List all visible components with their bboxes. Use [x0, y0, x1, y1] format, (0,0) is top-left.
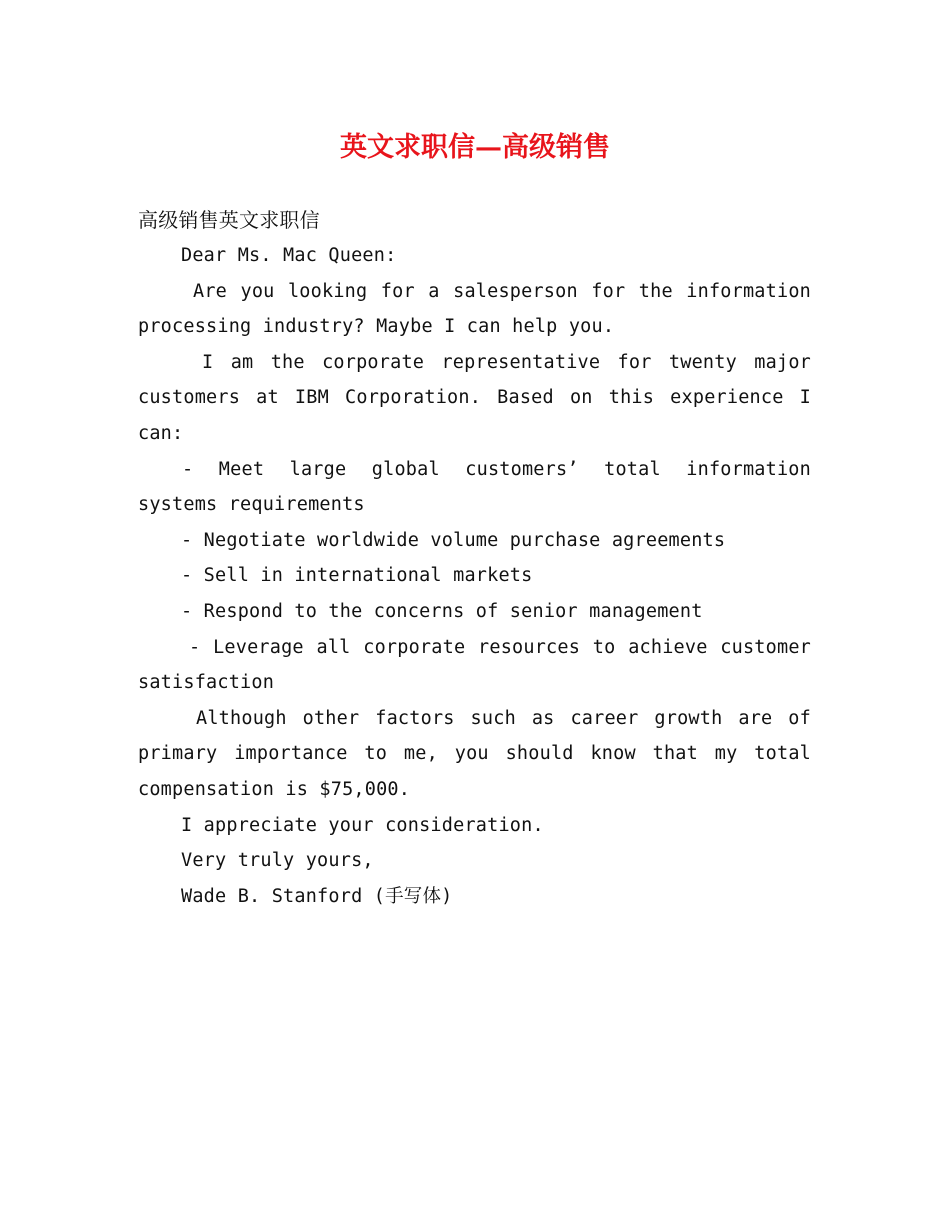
bullet-item: - Sell in international markets: [181, 565, 533, 587]
bullet-item: - Leverage all corporate resources to achieve customer satisfaction: [138, 636, 811, 694]
bullet-item: - Respond to the concerns of senior management: [181, 600, 703, 622]
closing-appreciation: I appreciate your consideration.: [181, 814, 544, 836]
paragraph-compensation: Although other factors such as career growth are of primary importance to me, you should know that my total compensation is $75,000.: [138, 707, 811, 800]
letter-body: [138, 202, 811, 914]
bullet-item: - Negotiate worldwide volume purchase agreements: [181, 529, 726, 551]
paragraph-experience: I am the corporate representative for twenty major customers at IBM Corporation. Based on this experience I can:: [138, 351, 811, 444]
signature: Wade B. Stanford (手写体): [181, 885, 453, 907]
paragraph-intro: Are you looking for a salesperson for the information processing industry? Maybe I can help you.: [138, 280, 811, 338]
document-subtitle: 高级销售英文求职信: [138, 208, 320, 232]
bullet-item: - Meet large global customers’ total information systems requirements: [138, 458, 811, 516]
closing-valediction: Very truly yours,: [181, 850, 374, 872]
document-title: 英文求职信—高级销售: [340, 132, 610, 163]
salutation: Dear Ms. Mac Queen:: [181, 245, 397, 266]
